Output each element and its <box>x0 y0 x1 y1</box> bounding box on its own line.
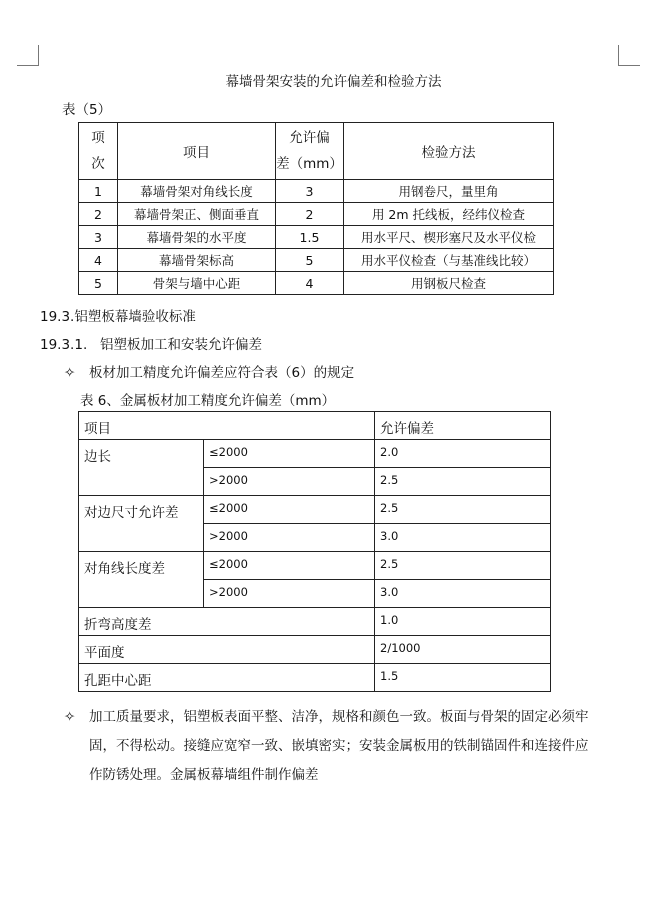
diamond-bullet-icon: ✧ <box>64 365 76 381</box>
table5-header-method: 检验方法 <box>344 123 554 180</box>
row-condition: >2000 <box>204 524 375 552</box>
table-row <box>79 272 554 295</box>
row-method: 用 2m 托线板，经纬仪检查 <box>344 203 554 226</box>
row-tolerance: 4 <box>276 272 344 295</box>
row-no: 2 <box>79 203 118 226</box>
bullet-paragraph <box>64 703 624 790</box>
row-value: 3.0 <box>375 580 551 608</box>
row-no: 5 <box>79 272 118 295</box>
row-value: 2.5 <box>375 552 551 580</box>
row-condition: >2000 <box>204 580 375 608</box>
row-label-hole-center: 孔距中心距 <box>79 664 375 692</box>
row-condition: ≤2000 <box>204 552 375 580</box>
table6 <box>78 411 551 692</box>
table-row <box>79 664 551 692</box>
table-row <box>79 203 554 226</box>
section-heading-19-3-1 <box>40 333 262 353</box>
row-tolerance: 2 <box>276 203 344 226</box>
row-item: 幕墙骨架的水平度 <box>118 226 276 249</box>
table-row <box>79 636 551 664</box>
row-value: 1.0 <box>375 608 551 636</box>
paragraph-line-2: 固，不得松动。接缝应宽窄一致、嵌填密实；安装金属板用的铁制锚固件和连接件应 <box>89 738 589 754</box>
row-label-side-length: 边长 <box>79 440 204 496</box>
document-title: 幕墙骨架安装的允许偏差和检验方法 <box>225 74 442 90</box>
table-row <box>79 608 551 636</box>
row-condition: ≤2000 <box>204 496 375 524</box>
section-heading-19-3: 19.3.铝塑板幕墙验收标准 <box>40 309 196 325</box>
row-method: 用水平仪检查（与基准线比较） <box>344 249 554 272</box>
table5-header-tolerance: 允许偏 差（mm） <box>276 123 344 180</box>
row-value: 3.0 <box>375 524 551 552</box>
row-no: 1 <box>79 180 118 203</box>
table6-header-tolerance: 允许偏差 <box>375 412 551 440</box>
row-condition: ≤2000 <box>204 440 375 468</box>
row-value: 2.0 <box>375 440 551 468</box>
row-tolerance: 1.5 <box>276 226 344 249</box>
table-row <box>79 552 551 580</box>
row-tolerance: 5 <box>276 249 344 272</box>
row-label-bend-height: 折弯高度差 <box>79 608 375 636</box>
table-row <box>79 496 551 524</box>
table5-label: 表（5） <box>62 102 112 118</box>
table-row <box>79 226 554 249</box>
row-no: 3 <box>79 226 118 249</box>
row-item: 骨架与墙中心距 <box>118 272 276 295</box>
paragraph-line-3: 作防锈处理。金属板幕墙组件制作偏差 <box>89 767 319 783</box>
section-title: 铝塑板加工和安装允许偏差 <box>100 337 262 353</box>
row-value: 2/1000 <box>375 636 551 664</box>
row-label-flatness: 平面度 <box>79 636 375 664</box>
row-value: 2.5 <box>375 496 551 524</box>
bullet-item <box>64 361 354 381</box>
row-tolerance: 3 <box>276 180 344 203</box>
section-number: 19.3.1. <box>40 337 88 353</box>
table6-header-item: 项目 <box>79 412 375 440</box>
row-label-opposite-side: 对边尺寸允许差 <box>79 496 204 552</box>
table6-header-row <box>79 412 551 440</box>
row-label-diagonal: 对角线长度差 <box>79 552 204 608</box>
table5 <box>78 122 554 295</box>
row-item: 幕墙骨架正、侧面垂直 <box>118 203 276 226</box>
table5-header-item: 项目 <box>118 123 276 180</box>
table5-header-index: 项 次 <box>79 123 118 180</box>
row-value: 2.5 <box>375 468 551 496</box>
crop-mark-top-left <box>17 45 39 66</box>
table-row <box>79 180 554 203</box>
table-row <box>79 440 551 468</box>
paragraph-line-1: 加工质量要求，铝塑板表面平整、洁净，规格和颜色一致。板面与骨架的固定必须牢 <box>89 709 589 725</box>
row-value: 1.5 <box>375 664 551 692</box>
table6-caption: 表 6、金属板材加工精度允许偏差（mm） <box>80 393 336 409</box>
row-method: 用水平尺、楔形塞尺及水平仪检 <box>344 226 554 249</box>
row-item: 幕墙骨架标高 <box>118 249 276 272</box>
crop-mark-top-right <box>618 45 640 66</box>
row-method: 用钢板尺检查 <box>344 272 554 295</box>
row-no: 4 <box>79 249 118 272</box>
bullet-text: 板材加工精度允许偏差应符合表（6）的规定 <box>89 365 355 381</box>
row-method: 用钢卷尺，量里角 <box>344 180 554 203</box>
row-condition: >2000 <box>204 468 375 496</box>
diamond-bullet-icon: ✧ <box>64 709 76 725</box>
row-item: 幕墙骨架对角线长度 <box>118 180 276 203</box>
table5-header-row <box>79 123 554 180</box>
table-row <box>79 249 554 272</box>
